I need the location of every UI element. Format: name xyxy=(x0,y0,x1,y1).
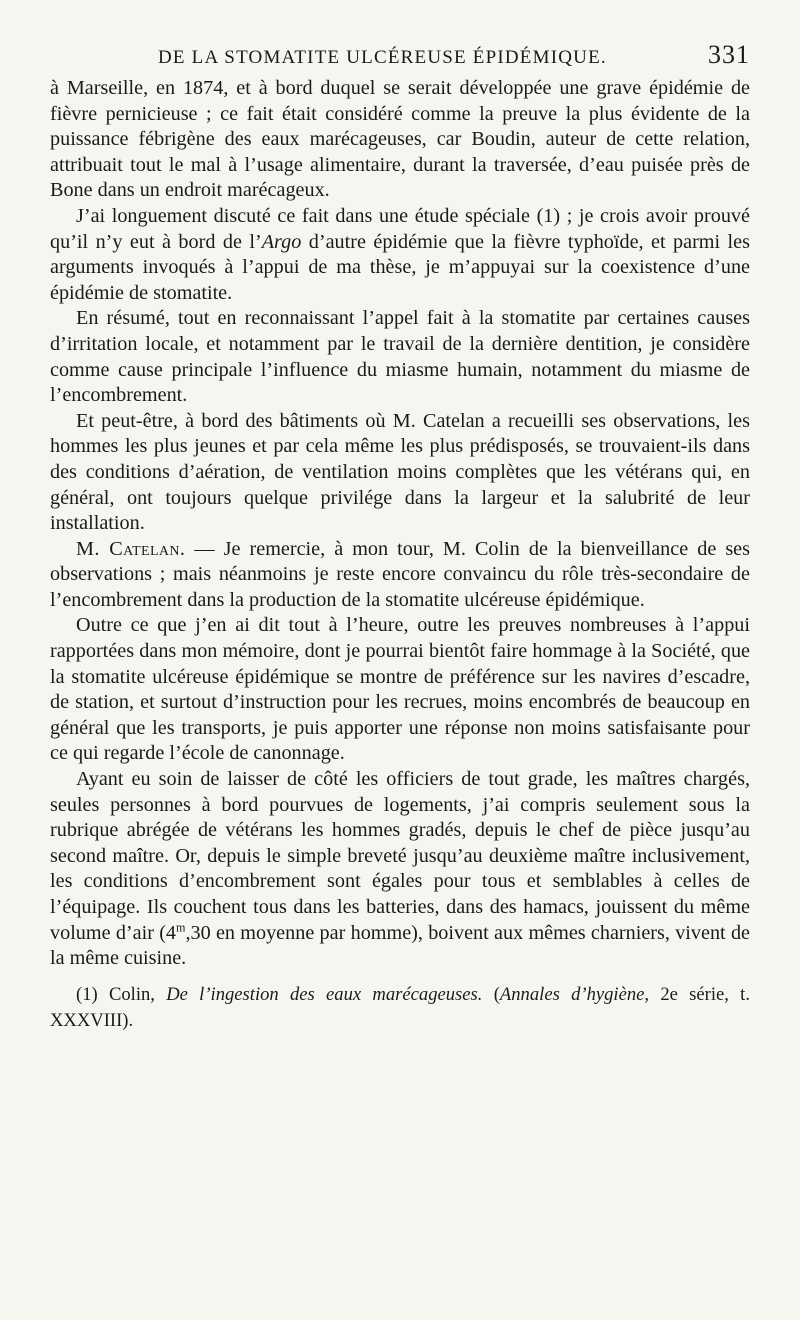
running-head: DE LA STOMATITE ULCÉREUSE ÉPIDÉMIQUE. xyxy=(158,47,607,68)
paragraph-2-text-a: J’ai longuement discuté ce fait dans une étude spéciale (1) ; je crois avoir prouvé qu’il n’y eut à bord de l’ xyxy=(50,204,750,253)
paragraph-2-text-b: d’autre épidémie que la fièvre typhoïde, et parmi les arguments invoqués à l’appui de ma thèse, je m’appuyai sur la coexistence d’une épidémie de stomatite. xyxy=(50,230,750,304)
speaker-name: M. Catelan. xyxy=(76,537,186,560)
page-number: 331 xyxy=(708,40,750,69)
paragraph-3: En résumé, tout en reconnaissant l’appel fait à la stomatite par certaines causes d’irritation locale, et notamment par le travail de la dernière dentition, je considère comme cause principale l’influence du miasme humain, notamment du miasme de l’encombrement. xyxy=(50,307,750,407)
paragraph-7 xyxy=(50,767,750,972)
footnote-open: ( xyxy=(482,983,500,1005)
body-text xyxy=(50,76,750,972)
footnote-marker: (1) Colin, xyxy=(76,983,167,1005)
page-header xyxy=(50,40,750,76)
paragraph-5 xyxy=(50,537,750,614)
footnote-separator xyxy=(50,972,750,982)
footnote-journal: Annales d’hygiène xyxy=(499,983,645,1005)
ship-name: Argo xyxy=(261,230,302,253)
paragraph-7-text-a: Ayant eu soin de laisser de côté les officiers de tout grade, les maîtres chargés, seules personnes à bord pourvues de logements, j’ai compris seulement sous la rubrique abrégée de vétérans les hommes gradés, depuis le chef de pièce jusqu’au second maître. Or, depuis le simple breveté jusqu’au deuxième maître inclusivement, les conditions d’encombrement sont égales pour tous et semblables à celles de l’équipage. Ils couchent tous dans les batteries, dans des hamacs, jouissent du même volume d’air (4 xyxy=(50,768,750,944)
paragraph-1: à Marseille, en 1874, et à bord duquel se serait développée une grave épidémie de fièvre pernicieuse ; ce fait était considéré comme la preuve la plus évidente de la puissance fébrigène des eaux marécageuses, car Boudin, auteur de cette relation, attribuait tout le mal à l’usage alimentaire, durant la traversée, d’eau puisée près de Bone dans un endroit marécageux. xyxy=(50,77,750,202)
paragraph-4: Et peut-être, à bord des bâtiments où M. Catelan a recueilli ses observations, les hommes les plus jeunes et par cela même les plus prédisposés, se trouvaient-ils dans des conditions d’aération, de ventilation moins complètes que les vétérans qui, en général, ont toujours quelque privilége dans la largeur et la salubrité de leur installation. xyxy=(50,409,750,535)
paragraph-7-text-b: ,30 en moyenne par homme), boivent aux mêmes charniers, vivent de la même cuisine. xyxy=(50,921,750,970)
book-page xyxy=(50,40,750,1034)
paragraph-5-text: — Je remercie, à mon tour, M. Colin de la bienveillance de ses observations ; mais néanmoins je reste encore convaincu du rôle très-secondaire de l’encombrement dans la production de la stomatite ulcéreuse épidémique. xyxy=(50,537,750,611)
footnote xyxy=(50,982,750,1034)
footnote-rest: , 2e série, t. XXXVIII). xyxy=(50,983,750,1031)
paragraph-2 xyxy=(50,204,750,306)
footnote-title: De l’ingestion des eaux marécageuses. xyxy=(166,983,483,1005)
unit-superscript: m xyxy=(176,919,186,934)
paragraph-6: Outre ce que j’en ai dit tout à l’heure, outre les preuves nombreuses à l’appui rapportées dans mon mémoire, dont je pourrai bientôt faire hommage à la Société, que la stomatite ulcéreuse épidémique se montre de préférence sur les navires d’escadre, de station, et surtout d’instruction pour les recrues, moins encombrés de beaucoup en général que les transports, je puis apporter une réponse non moins satisfaisante pour ce qui regarde l’école de canonnage. xyxy=(50,614,750,765)
